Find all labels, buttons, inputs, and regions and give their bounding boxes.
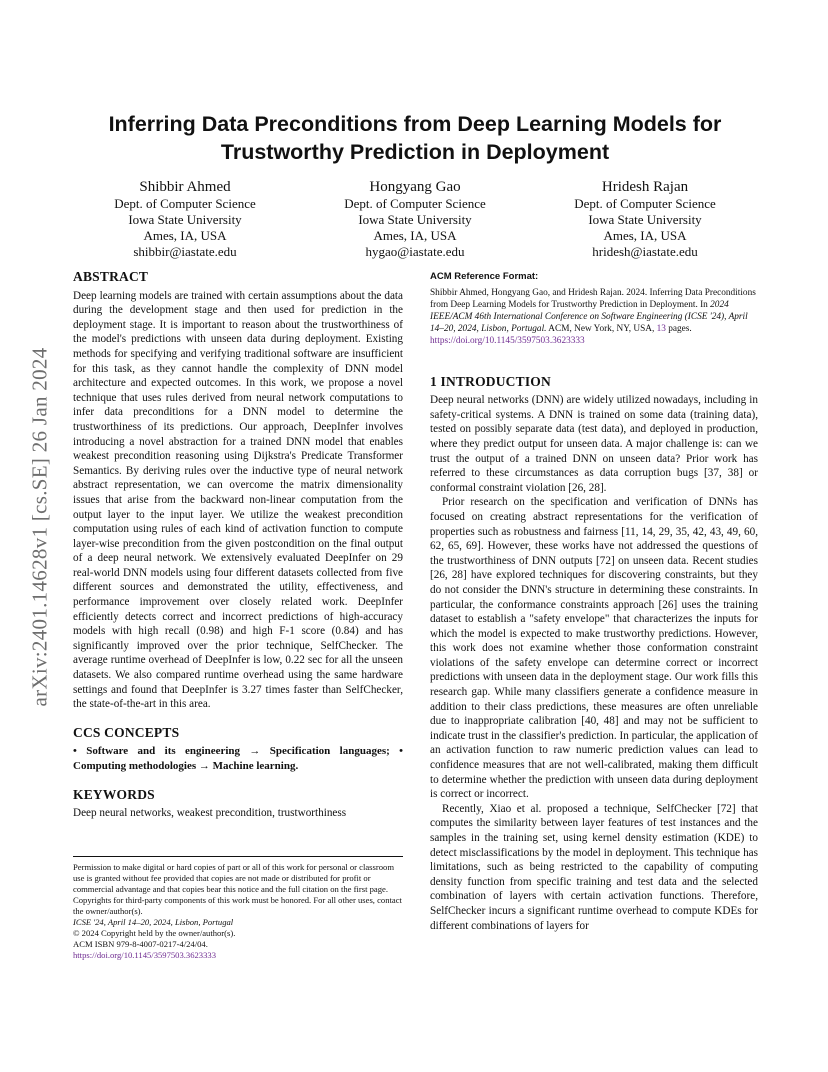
keywords-heading: KEYWORDS xyxy=(73,786,155,802)
author-name: Shibbir Ahmed xyxy=(139,179,231,195)
author-email: shibbir@iastate.edu xyxy=(133,244,237,259)
ccs-text: • Software and its engineering → Specification languages; • Computing methodologies → Machine learning. xyxy=(73,745,403,772)
abstract-text: Deep learning models are trained with certain assumptions about the data during the development stage and then used for prediction in the deployment stage. It is important to reason about the trustworthiness of the model's predictions with unseen data during deployment. Existing methods for specifying and verifying traditional software are insufficient for this task, as they cannot handle the complexity of DNN model architecture and expected outcomes. In this work, we propose a novel technique that uses rules derived from neural network computations to infer data preconditions for a DNN model to determine the trustworthiness of its predictions. Our approach, DeepInfer involves introducing a novel abstraction for a trained DNN model that enables weakest precondition reasoning using Dijkstra's Predicate Transformer Semantics. By deriving rules over the inductive type of neural network abstract representation, we can overcome the matrix dimensionality issues that arise from the backward non-linear computation from the output layer to the input layer. We utilize the weakest precondition computation using rules of each kind of activation function to compute layer-wise precondition from the given postcondition on the final output of a deep neural network. We extensively evaluated DeepInfer on 29 real-world DNN models using four different datasets collected from five different sources and demonstrated the utility, effectiveness, and performance improvement over closely related work. DeepInfer efficiently detects correct and incorrect predictions of high-accuracy models with high recall (0.98) and high F-1 score (0.84) and has significantly improved over the prior technique, SelfChecker. The average runtime overhead of DeepInfer is low, 0.22 sec for all the unseen datasets. We also compared runtime overhead using the same hardware settings and found that DeepInfer is 3.27 times faster than SelfChecker, the state-of-the-art in this area. xyxy=(73,289,403,711)
paper-title xyxy=(70,110,760,166)
author-block xyxy=(70,178,760,264)
author-name: Hridesh Rajan xyxy=(601,179,689,195)
introduction-heading: 1 INTRODUCTION xyxy=(430,373,551,389)
footnote-doi-link[interactable]: https://doi.org/10.1145/3597503.3623333 xyxy=(73,950,216,960)
title-line-2: Trustworthy Prediction in Deployment xyxy=(220,140,610,164)
venue-line: ICSE '24, April 14–20, 2024, Lisbon, Portugal xyxy=(73,917,234,927)
acm-reference-pages-link[interactable]: 13 xyxy=(656,323,666,334)
author-university: Iowa State University xyxy=(128,212,242,227)
author-email: hygao@iastate.edu xyxy=(365,244,465,259)
intro-paragraph-3: Recently, Xiao et al. proposed a technique, SelfChecker [72] that computes the similarity between layer features of test instances and the samples in the training set, using kernel density estimation (KDE) to detect misclassifications by the model in deployment. This technique has limitations, such as being restricted to the capability of computing density function from specific training and test data and the selected combination of layers with certain activation functions. Therefore, SelfChecker incurs a significant runtime overhead to compute KDEs for different combinations of layers for xyxy=(430,802,758,932)
ccs-heading: CCS CONCEPTS xyxy=(73,724,180,740)
intro-paragraph-1: Deep neural networks (DNN) are widely utilized nowadays, including in safety-critical systems. A DNN is trained on some data (training data), tested on possibly separate data (test data), and deployed in production, where they predict output for unseen data. A major challenge is: can we trust the output of a trained DNN on unseen data? Prior work has referred to these circumstances as data corruption bugs [37, 38] or conformal constraint violation [26, 28]. xyxy=(430,394,758,494)
author-location: Ames, IA, USA xyxy=(143,228,227,243)
left-column xyxy=(73,270,403,821)
copyright-line: © 2024 Copyright held by the owner/author(s). xyxy=(73,928,236,938)
permission-footnote xyxy=(73,856,403,961)
acm-reference-pages-suffix: pages. xyxy=(665,323,692,334)
acm-reference-authors: Shibbir Ahmed, Hongyang Gao, and Hridesh Rajan. 2024. Inferring Data Preconditions from Deep Learning Models for Trustworthy Prediction in Deployment. In xyxy=(430,287,756,310)
author-dept: Dept. of Computer Science xyxy=(574,196,716,211)
abstract-heading: ABSTRACT xyxy=(73,269,149,284)
permission-text: Permission to make digital or hard copies of part or all of this work for personal or classroom use is granted without fee provided that copies are not made or distributed for profit or commercial advantage and that copies bear this notice and the full citation on the first page. Copyrights for third-party components of this work must be honored. For all other uses, contact the owner/author(s). xyxy=(73,862,402,916)
isbn-line: ACM ISBN 979-8-4007-0217-4/24/04. xyxy=(73,939,208,949)
author-3 xyxy=(530,178,760,260)
arxiv-sidebar xyxy=(22,295,58,759)
acm-reference-venue: 2024 IEEE/ACM 46th International Conference on Software Engineering (ICSE '24), April 14–20, 2024, Lisbon, Portugal. xyxy=(430,299,748,334)
right-column xyxy=(430,270,758,933)
acm-reference-publisher: ACM, New York, NY, USA, xyxy=(546,323,657,334)
author-name: Hongyang Gao xyxy=(369,179,461,195)
author-dept: Dept. of Computer Science xyxy=(114,196,256,211)
author-email: hridesh@iastate.edu xyxy=(592,244,698,259)
author-dept: Dept. of Computer Science xyxy=(344,196,486,211)
author-location: Ames, IA, USA xyxy=(603,228,687,243)
acm-reference-doi-link[interactable]: https://doi.org/10.1145/3597503.3623333 xyxy=(430,335,585,346)
footnote-rule xyxy=(73,856,403,857)
title-line-1: Inferring Data Preconditions from Deep Learning Models for xyxy=(108,112,722,136)
acm-reference-text xyxy=(430,287,758,347)
author-2 xyxy=(300,178,530,260)
acm-reference-heading: ACM Reference Format: xyxy=(430,271,539,282)
author-location: Ames, IA, USA xyxy=(373,228,457,243)
intro-paragraph-2: Prior research on the specification and verification of DNNs has focused on creating abstract representations for the verification of properties such as robustness and fairness [11, 14, 29, 35, 42, 43, 49, 60, 62, 65, 69]. However, these works have not addressed the questions of the trustworthiness of DNN outputs [72] on unseen data. Recent studies [26, 28] have explored techniques for discovering constraints, but they do not consider the DNN's structure in determining these constraints. In particular, the conformance constraints approach [26] uses the training dataset to establish a "safety envelope" that characterizes the inputs for which the model is expected to make trustworthy predictions. However, this work does not examine whether those conformation constraint violations of the safety envelope can determine correct or incorrect predictions with unseen data in the deployment stage. Our work fills this research gap. While many classifiers generate a confidence measure in addition to their class predictions, these measures are often unreliable due to inappropriate calibration [40, 48] and may not be sufficient to indicate trust in the classifier's prediction. In particular, the application of an activation function to raw numeric prediction values can lead to confidence measures that are not well-calibrated, making them difficult to determine whether the prediction with unseen data during deployment is correct or incorrect. xyxy=(430,496,758,801)
author-university: Iowa State University xyxy=(358,212,472,227)
arxiv-identifier: arXiv:2401.14628v1 [cs.SE] 26 Jan 2024 xyxy=(27,347,52,707)
author-1 xyxy=(70,178,300,260)
keywords-text: Deep neural networks, weakest precondition, trustworthiness xyxy=(73,807,347,820)
author-university: Iowa State University xyxy=(588,212,702,227)
